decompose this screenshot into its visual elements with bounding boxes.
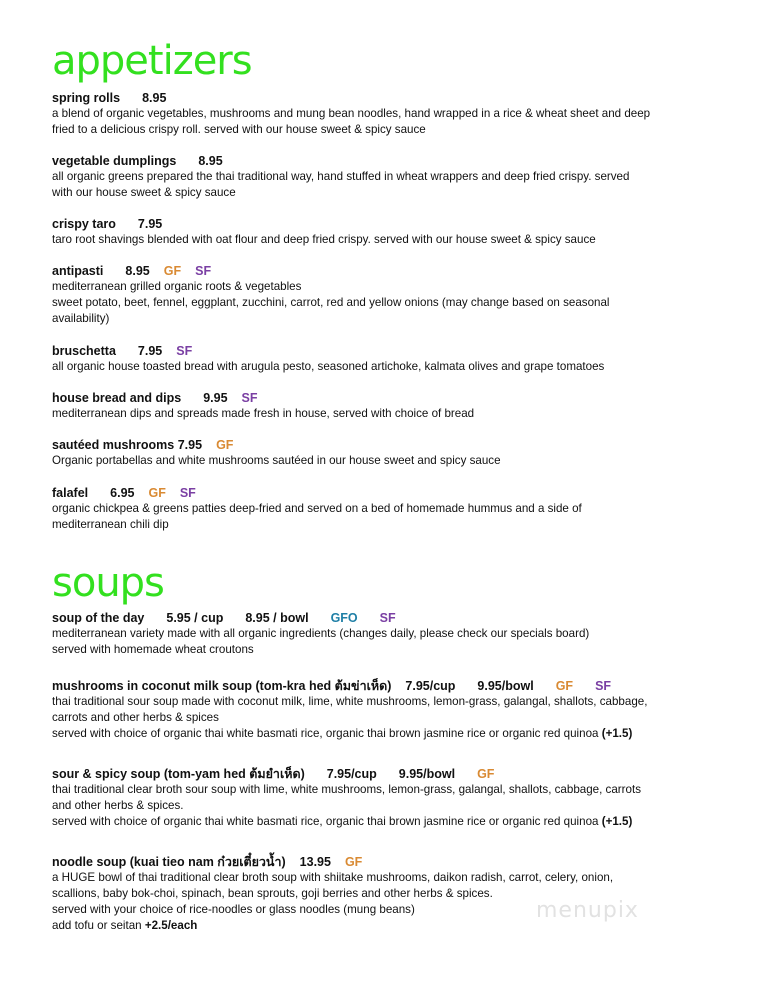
bowl-price: 9.95/bowl [398,767,456,781]
item-description: organic chickpea & greens patties deep-fried and served on a bed of homemade hummus and a side of [52,502,582,515]
soy-free-tag: SF [176,344,193,358]
item-price: 8.95 [198,154,223,168]
cup-price: 7.95/cup [326,767,377,781]
item-description: thai traditional sour soup made with coconut milk, lime, white mushrooms, lemon-grass, galangal, shallots, cabbage, [52,695,648,708]
item-name: vegetable dumplings [52,154,177,168]
cup-price: 7.95/cup [405,679,456,693]
item-description: availability) [52,312,110,325]
item-description: carrots and other herbs & spices [52,711,219,724]
menu-item [52,91,650,138]
soy-free-tag: SF [179,486,196,500]
menu-item [52,217,596,248]
gluten-free-tag: GF [216,438,234,452]
item-price: 13.95 [299,855,331,869]
gluten-free-tag: GF [148,486,166,500]
soy-free-tag: SF [195,264,212,278]
item-name: crispy taro [52,217,116,231]
item-name: bruschetta [52,344,116,358]
item-description: and other herbs & spices. [52,799,184,812]
item-description: mediterranean chili dip [52,518,169,531]
gluten-free-tag: GF [555,679,574,693]
appetizers-heading: appetizers [52,38,252,84]
menu-item [52,855,613,934]
menu-item [52,264,610,327]
item-price: 6.95 [110,486,135,500]
gluten-free-option-tag: GFO [330,611,358,625]
upcharge: (+1.5) [601,727,633,740]
item-description: served with homemade wheat croutons [52,643,254,656]
item-price: 8.95 [125,264,150,278]
item-description: taro root shavings blended with oat flour and deep fried crispy. served with our house sweet & spicy sauce [52,233,596,246]
gluten-free-tag: GF [477,767,495,781]
item-name: sour & spicy soup (tom-yam hed ต้มยำเห็ด) [52,767,305,781]
item-price: 7.95 [137,217,163,231]
menu-item [52,344,604,375]
gluten-free-tag: GF [344,855,363,869]
item-description: served with choice of organic thai white basmati rice, organic thai brown jasmine rice or organic red quinoa [52,815,602,828]
item-description: a blend of organic vegetables, mushrooms and mung bean noodles, hand wrapped in a rice & wheat sheet and deep [52,107,651,120]
bowl-price: 8.95 / bowl [245,611,309,625]
item-description: Organic portabellas and white mushrooms sautéed in our house sweet and spicy sauce [52,454,501,467]
soy-free-tag: SF [241,391,258,405]
item-name: spring rolls [52,91,121,105]
cup-price: 5.95 / cup [166,611,224,625]
menu-item [52,486,582,533]
item-description: all organic house toasted bread with arugula pesto, seasoned artichoke, kalmata olives and grape tomatoes [52,360,605,373]
soy-free-tag: SF [595,679,612,693]
item-name: sautéed mushrooms 7.95 [52,438,203,452]
item-price: 8.95 [142,91,167,105]
item-description: mediterranean variety made with all organic ingredients (changes daily, please check our specials board) [52,627,590,640]
upcharge: +2.5/each [144,919,198,932]
gluten-free-tag: GF [163,264,182,278]
menu-item [52,438,501,469]
item-description: served with choice of organic thai white basmati rice, organic thai brown jasmine rice or organic red quinoa [52,727,602,740]
soy-free-tag: SF [379,611,396,625]
item-description: served with your choice of rice-noodles or glass noodles (mung beans) [52,903,415,916]
item-description: scallions, baby bok-choi, spinach, bean sprouts, goji berries and other herbs & spices. [52,887,493,900]
item-description: fried to a delicious crispy roll. served with our house sweet & spicy sauce [52,123,426,136]
item-description: thai traditional clear broth sour soup with lime, white mushrooms, lemon-grass, galangal, shallots, cabbage, carrots [52,783,641,796]
menu-item [52,611,589,658]
item-description: mediterranean dips and spreads made fresh in house, served with choice of bread [52,407,475,420]
item-description: sweet potato, beet, fennel, eggplant, zucchini, carrot, red and yellow onions (may change based on seasonal [52,296,610,309]
item-description: a HUGE bowl of thai traditional clear broth soup with shiitake mushrooms, daikon radish, carrot, celery, onion, [52,871,614,884]
item-description: mediterranean grilled organic roots & vegetables [52,280,302,293]
item-name: falafel [52,486,89,500]
menu-item [52,767,641,830]
item-description: all organic greens prepared the thai traditional way, hand stuffed in wheat wrappers and deep fried crispy. served [52,170,630,183]
item-price: 7.95 [137,344,163,358]
item-name: soup of the day [52,611,145,625]
item-description: with our house sweet & spicy sauce [52,186,236,199]
item-name: antipasti [52,264,104,278]
item-description: add tofu or seitan [52,919,145,932]
menu-item [52,154,629,201]
menu-item [52,679,647,742]
upcharge: (+1.5) [601,815,633,828]
item-price: 9.95 [203,391,228,405]
menu-item [52,391,474,422]
watermark: menupix [536,898,639,923]
bowl-price: 9.95/bowl [477,679,534,693]
soups-heading: soups [52,560,164,606]
item-name: house bread and dips [52,391,182,405]
item-name: mushrooms in coconut milk soup (tom-kra hed ต้มข่าเห็ด) [52,679,392,693]
item-name: noodle soup (kuai tieo nam ก๋วยเตี๋ยวน้ำ) [52,855,286,869]
